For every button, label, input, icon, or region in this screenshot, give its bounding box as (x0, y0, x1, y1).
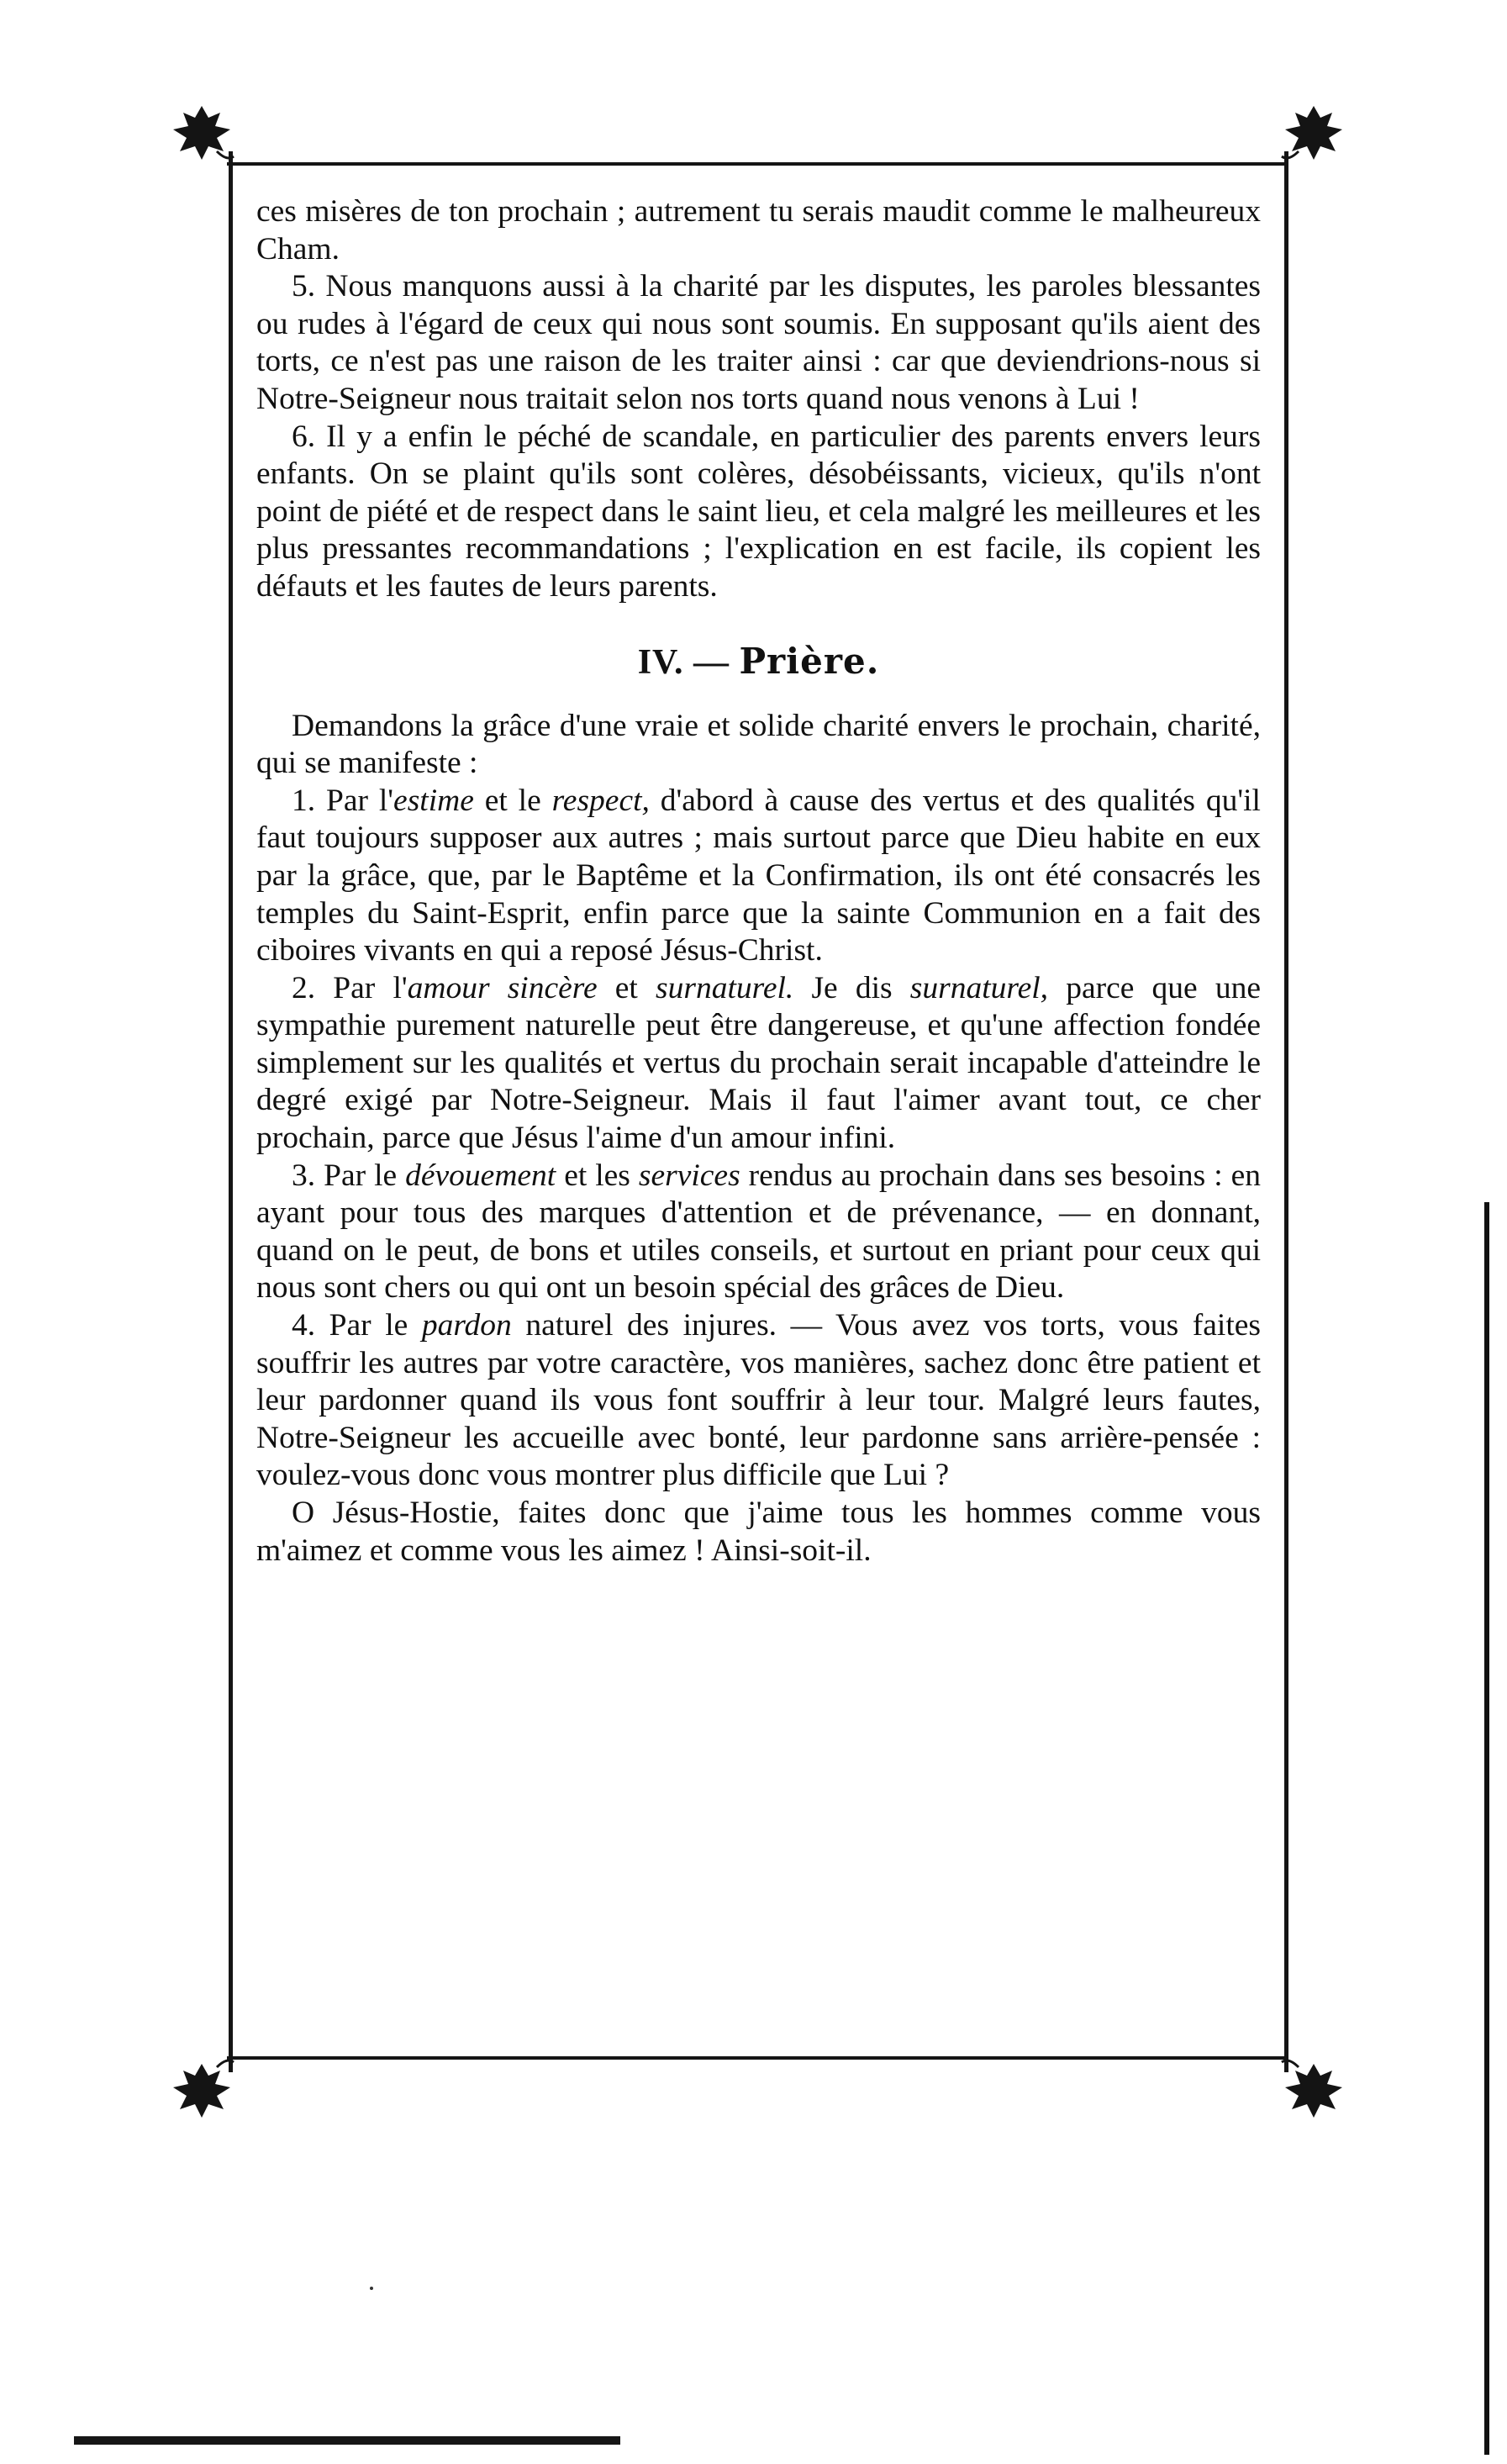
section-numeral: IV. — (637, 642, 730, 682)
paragraph-continuation: ces misères de ton prochain ; autrement tu serais maudit comme le malheureux Cham. (256, 194, 1261, 266)
leaf-ornament-top-right (1280, 101, 1347, 168)
scan-speck (370, 2287, 373, 2290)
frame-left-rule (229, 151, 233, 2072)
prayer-intro: Demandons la grâce d'une vraie et solide charité envers le prochain, charité, qui se manifeste : (256, 708, 1261, 781)
section-title: Prière. (739, 640, 880, 682)
emphasis: pardon (421, 1308, 512, 1343)
emphasis: surnaturel, (909, 970, 1049, 1005)
frame-top-rule (227, 162, 1288, 166)
scan-edge-bottom (74, 2436, 620, 2445)
emphasis: services (638, 1158, 740, 1193)
prayer-point-1: 1. Par l'estime et le respect, d'abord à cause des vertus et des qualités qu'il faut toujours supposer aux autres ; mais surtout parce que Dieu habite en eux par la grâce, que, par le Baptême et la Confirmation, ils ont été consacrés les temples du Saint-Esprit, enfin parce que la sainte Communion en a fait des ciboires vivants en qui a reposé Jésus-Christ. (256, 783, 1261, 968)
prayer-point-4: 4. Par le pardon naturel des injures. — Vous avez vos torts, vous faites souffrir les autres par votre caractère, vos manières, sachez donc être patient et leur pardonner quand ils vous font souffrir à leur tour. Malgré leurs fautes, Notre-Seigneur les accueille avec bonté, leur pardonne sans arrière-pensée : voulez-vous donc vous montrer plus difficile que Lui ? (256, 1308, 1261, 1493)
prayer-point-2: 2. Par l'amour sincère et surnaturel. Je dis surnaturel, parce que une sympathie purement naturelle peut être dangereuse, et qu'une affection fondée simplement sur les qualités et vertus du prochain serait incapable d'atteindre le degré exigé par Notre-Seigneur. Mais il faut l'aimer avant tout, ce cher prochain, parce que Jésus l'aime d'un amour infini. (256, 970, 1261, 1156)
frame-right-rule (1284, 151, 1288, 2072)
leaf-ornament-top-left (168, 101, 235, 168)
emphasis: estime (393, 783, 474, 818)
emphasis: respect, (551, 783, 650, 818)
page-body (256, 193, 1261, 1570)
paragraph-point-5: 5. Nous manquons aussi à la charité par les disputes, les paroles blessantes ou rudes à l'égard de ceux qui nous sont soumis. En supposant qu'ils aient des torts, ce n'est pas une raison de les traiter ainsi : car que deviendrions-nous si Notre-Seigneur nous traitait selon nos torts quand nous venons à Lui ! (256, 269, 1261, 416)
leaf-ornament-bottom-right (1280, 2055, 1347, 2123)
scan-edge-right (1484, 1202, 1489, 2455)
emphasis: dévouement (405, 1158, 556, 1193)
closing-prayer: O Jésus-Hostie, faites donc que j'aime tous les hommes comme vous m'aimez et comme vous les aimez ! Ainsi-soit-il. (256, 1496, 1261, 1568)
emphasis: surnaturel. (656, 970, 794, 1005)
emphasis: amour sincère (407, 970, 598, 1005)
section-heading (256, 640, 1261, 684)
prayer-point-3: 3. Par le dévouement et les services rendus au prochain dans ses besoins : en ayant pour tous des marques d'attention et de prévenance, — en donnant, quand on le peut, de bons et utiles conseils, et surtout en priant pour ceux qui nous sont chers ou qui ont un besoin spécial des grâces de Dieu. (256, 1158, 1261, 1306)
paragraph-point-6: 6. Il y a enfin le péché de scandale, en particulier des parents envers leurs enfants. On se plaint qu'ils sont colères, désobéissants, vicieux, qu'ils n'ont point de piété et de respect dans le saint lieu, et cela malgré les meilleures et les plus pressantes recommandations ; l'explication en est facile, ils copient les défauts et les fautes de leurs parents. (256, 419, 1261, 604)
frame-bottom-rule (227, 2056, 1288, 2060)
leaf-ornament-bottom-left (168, 2055, 235, 2123)
